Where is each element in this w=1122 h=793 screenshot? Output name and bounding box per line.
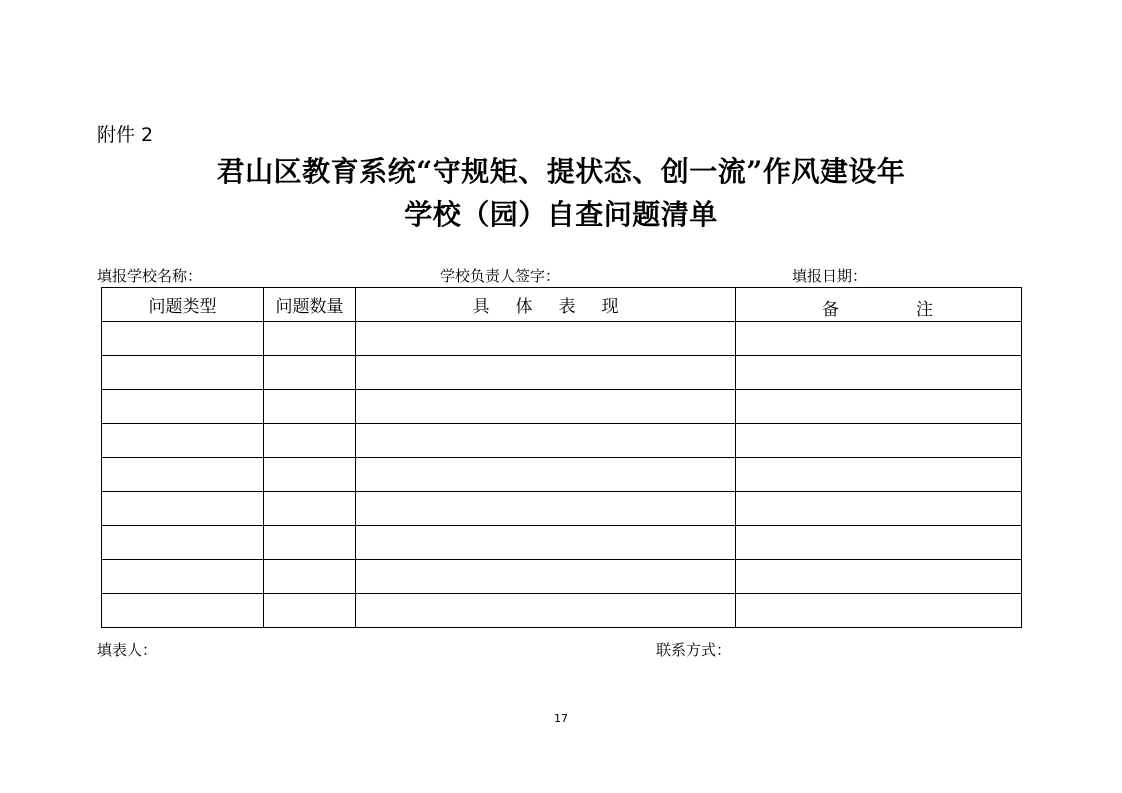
cell-issue-count[interactable] (264, 356, 356, 390)
table-row (102, 458, 1022, 492)
cell-details[interactable] (356, 424, 736, 458)
header-remarks-char2: 注 (916, 300, 933, 320)
document-title-line2: 学校（园）自查问题清单 (404, 198, 718, 231)
cell-issue-type[interactable] (102, 390, 264, 424)
fill-date-label: 填报日期： (792, 267, 868, 285)
table-row (102, 356, 1022, 390)
cell-issue-count[interactable] (264, 322, 356, 356)
cell-remarks[interactable] (736, 322, 1022, 356)
table-row (102, 526, 1022, 560)
cell-details[interactable] (356, 526, 736, 560)
page-number: 17 (554, 712, 568, 725)
cell-issue-count[interactable] (264, 594, 356, 628)
cell-details[interactable] (356, 594, 736, 628)
table-row (102, 424, 1022, 458)
cell-issue-type[interactable] (102, 322, 264, 356)
cell-details[interactable] (356, 560, 736, 594)
cell-remarks[interactable] (736, 560, 1022, 594)
cell-remarks[interactable] (736, 390, 1022, 424)
principal-signature-label: 学校负责人签字： (440, 267, 561, 285)
cell-issue-type[interactable] (102, 526, 264, 560)
table-row (102, 560, 1022, 594)
cell-issue-type[interactable] (102, 458, 264, 492)
table-row (102, 390, 1022, 424)
issue-checklist-table (101, 287, 1022, 628)
cell-details[interactable] (356, 458, 736, 492)
cell-remarks[interactable] (736, 594, 1022, 628)
cell-issue-count[interactable] (264, 390, 356, 424)
header-details: 具体表现 (356, 288, 736, 322)
header-issue-type: 问题类型 (102, 288, 264, 322)
cell-details[interactable] (356, 492, 736, 526)
table-row (102, 594, 1022, 628)
school-name-label: 填报学校名称： (97, 267, 203, 285)
cell-issue-type[interactable] (102, 356, 264, 390)
header-issue-count: 问题数量 (264, 288, 356, 322)
cell-issue-type[interactable] (102, 492, 264, 526)
header-remarks-char1: 备 (822, 300, 839, 320)
table-row (102, 322, 1022, 356)
cell-issue-count[interactable] (264, 492, 356, 526)
cell-details[interactable] (356, 356, 736, 390)
cell-issue-count[interactable] (264, 424, 356, 458)
document-title-line1: 君山区教育系统“守规矩、提状态、创一流”作风建设年 (216, 155, 906, 188)
cell-remarks[interactable] (736, 424, 1022, 458)
cell-details[interactable] (356, 322, 736, 356)
cell-details[interactable] (356, 390, 736, 424)
cell-remarks[interactable] (736, 356, 1022, 390)
filler-label: 填表人： (97, 641, 158, 659)
cell-remarks[interactable] (736, 526, 1022, 560)
cell-remarks[interactable] (736, 458, 1022, 492)
table-row (102, 492, 1022, 526)
cell-issue-type[interactable] (102, 560, 264, 594)
cell-issue-type[interactable] (102, 424, 264, 458)
table-header-row (102, 288, 1022, 322)
cell-issue-type[interactable] (102, 594, 264, 628)
header-remarks (736, 288, 1022, 322)
cell-issue-count[interactable] (264, 526, 356, 560)
attachment-label: 附件 2 (97, 124, 154, 146)
contact-label: 联系方式： (656, 641, 732, 659)
cell-issue-count[interactable] (264, 560, 356, 594)
cell-issue-count[interactable] (264, 458, 356, 492)
cell-remarks[interactable] (736, 492, 1022, 526)
